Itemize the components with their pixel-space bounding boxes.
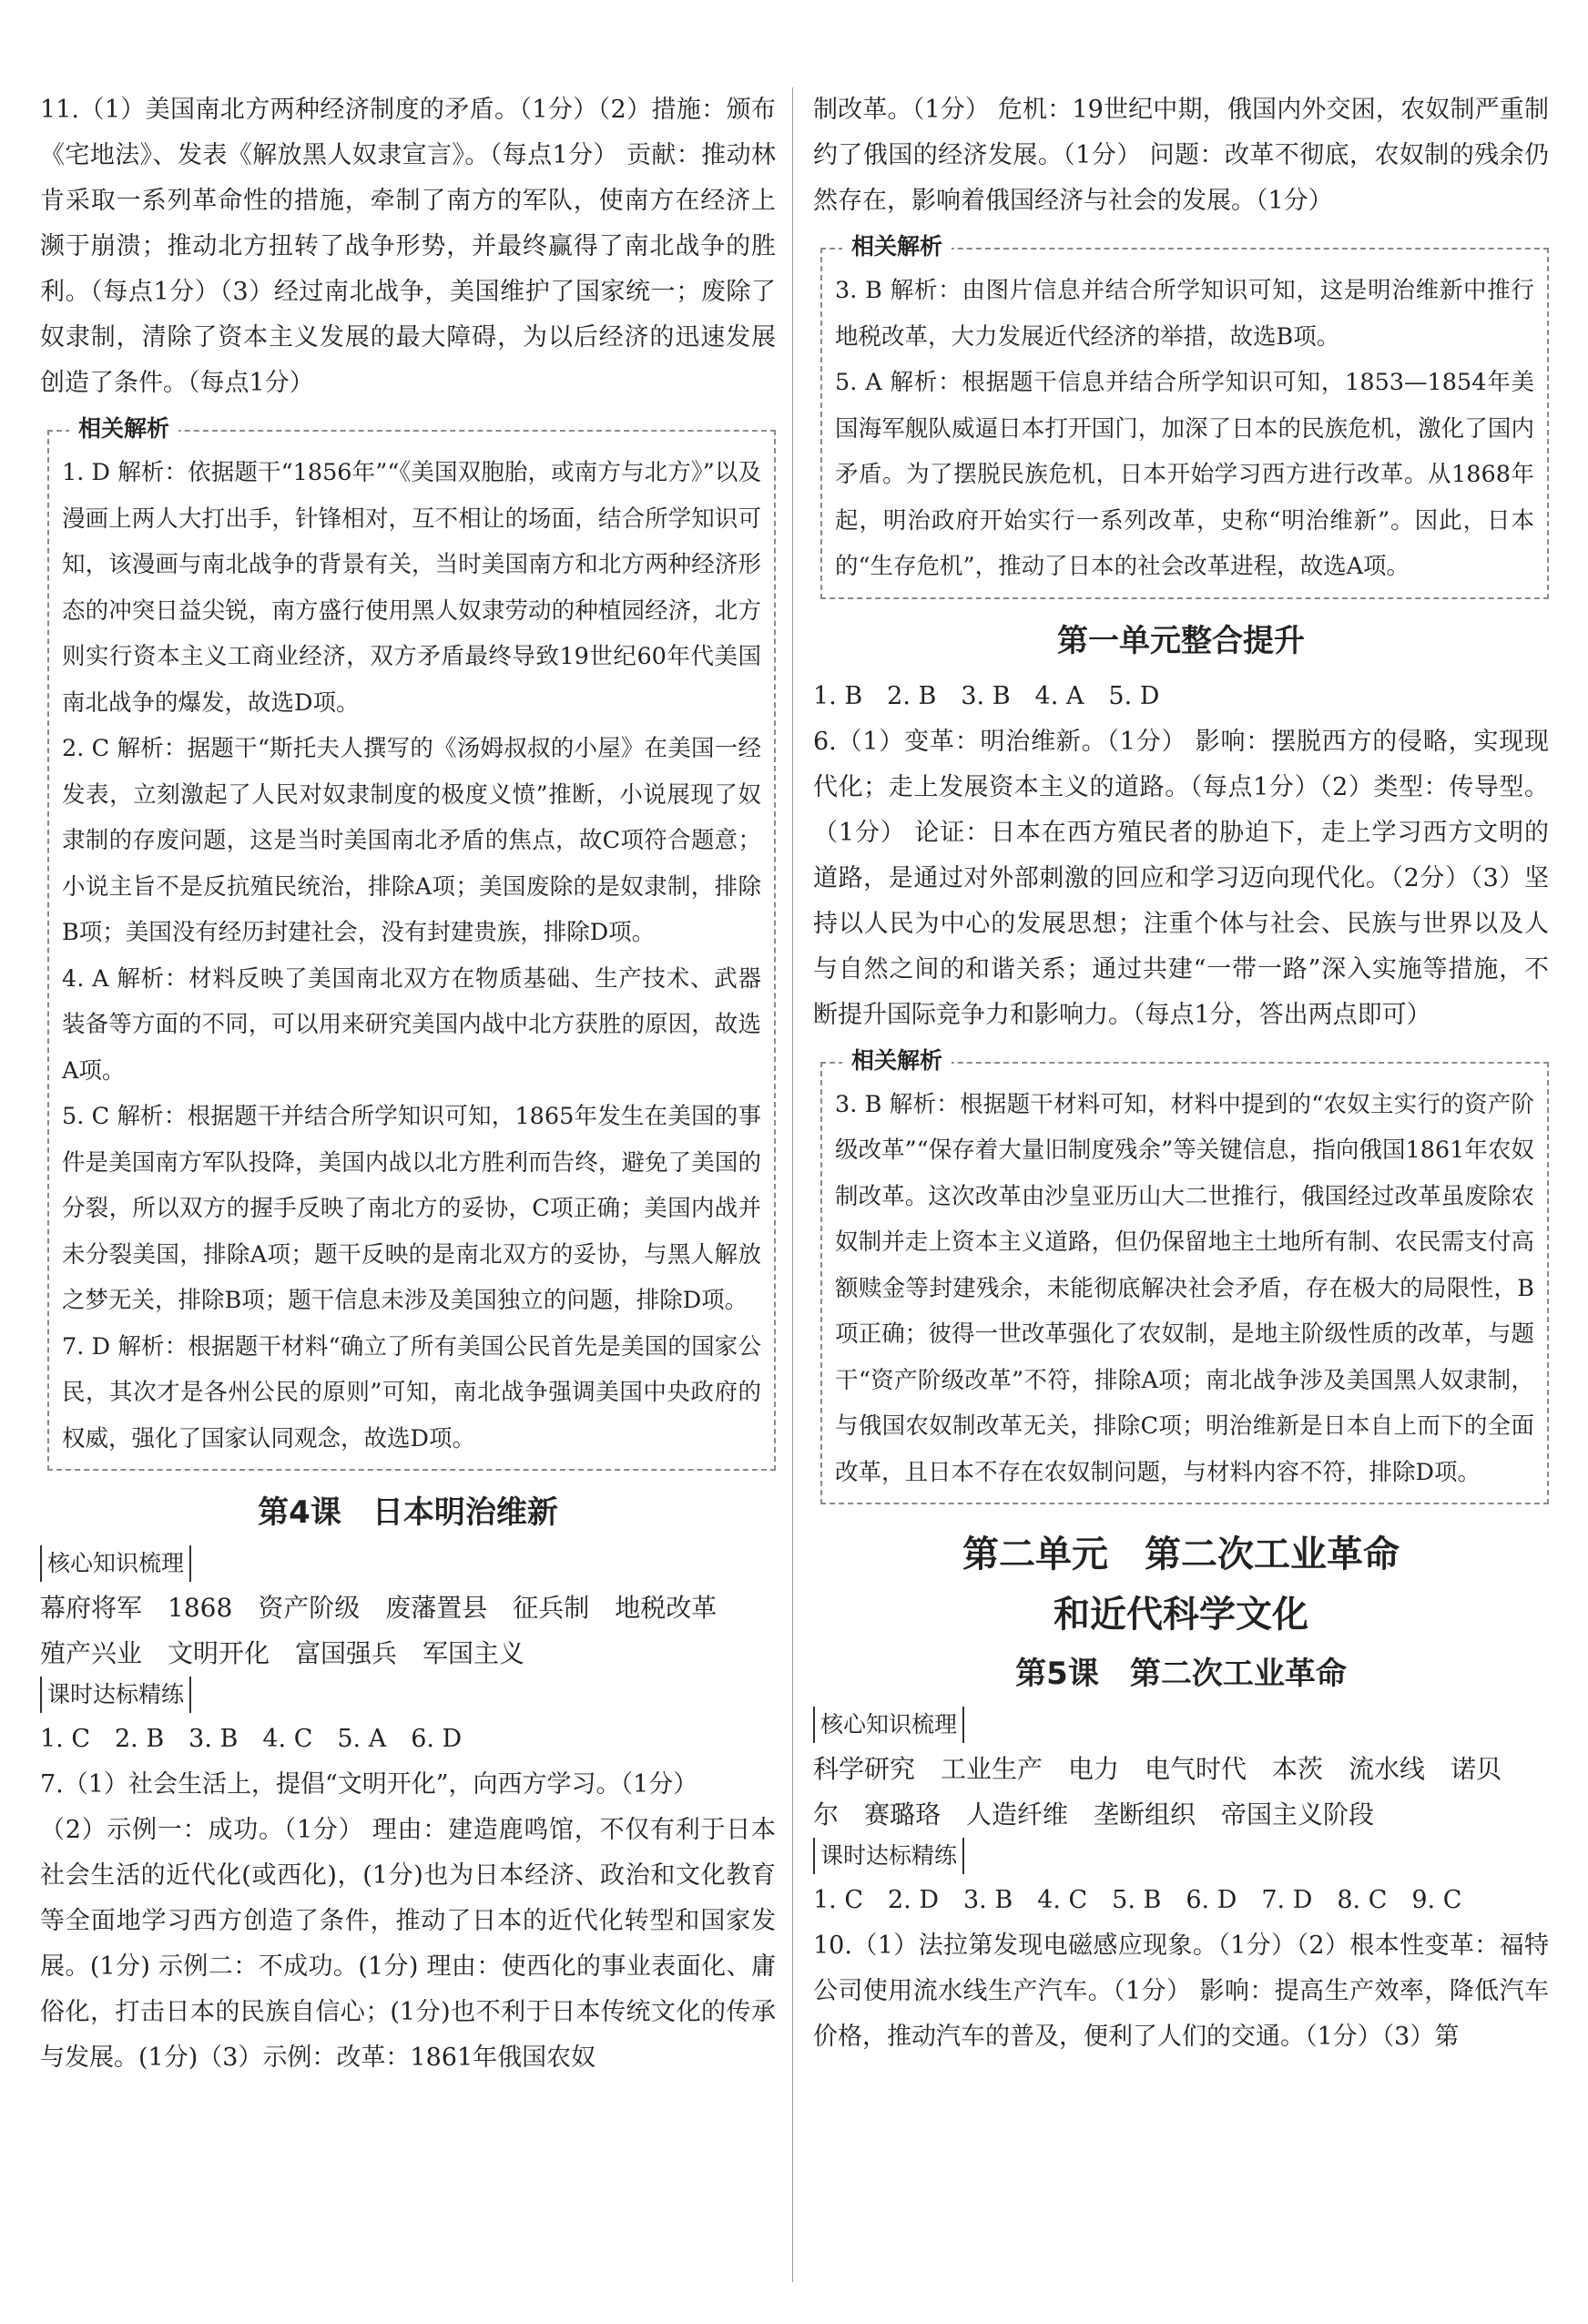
core-knowledge-tag: 核心知识梳理 <box>813 1707 964 1743</box>
column-divider <box>792 87 793 2282</box>
analysis-item: 5. A 解析：根据题干信息并结合所学知识可知，1853—1854年美国海军舰队威逼日本打开国门，加深了日本的民族危机，激化了国内矛盾。为了摆脱民族危机，日本开始学习西方进行改革。从1868年起，明治政府开始实行一系列改革，史称“明治维新”。因此，日本的“生存危机”，推动了日本的社会改革进程，故选A项。 <box>835 369 1534 580</box>
analysis-item: 2. C 解析：据题干“斯托夫人撰写的《汤姆叔叔的小屋》在美国一经发表，立刻激起了人民对奴隶制度的极度义愤”推断，小说展现了奴隶制的存废问题，这是当时美国南北矛盾的焦点，故C项符合题意；小说主旨不是反抗殖民统治，排除A项；美国废除的是奴隶制，排除B项；美国没有经历封建社会，没有封建贵族，排除D项。 <box>62 735 761 946</box>
practice-tag: 课时达标精练 <box>813 1838 964 1874</box>
analysis-box-title: 相关解析 <box>842 1045 952 1076</box>
analysis-item: 4. A 解析：材料反映了美国南北双方在物质基础、生产技术、武器装备等方面的不同，可以用来研究美国内战中北方获胜的原因，故选A项。 <box>62 964 761 1085</box>
answer-q6: 6.（1）变革：明治维新。（1分） 影响：摆脱西方的侵略，实现现代化；走上发展资本主义的道路。（每点1分）（2）类型：传导型。（1分） 论证：日本在西方殖民者的胁迫下，走上学习西方文明的道路，是通过对外部刺激的回应和学习迈向现代化。（2分）（3）坚持以人民为中心的发展思想；注重个体与社会、民族与世界以及人与自然之间的和谐关系；通过共建“一带一路”深入实施等措施，不断提升国际竞争力和影响力。（每点1分，答出两点即可） <box>813 727 1549 1029</box>
analysis-box-title: 相关解析 <box>69 413 178 444</box>
core-knowledge-tag: 核心知识梳理 <box>40 1545 191 1582</box>
answer-q7-part2: （2）示例一：成功。（1分） 理由：建造鹿鸣馆，不仅有利于日本社会生活的近代化(或西化)，(1分)也为日本经济、政治和文化教育等全面地学习西方创造了条件，推动了日本的近代化转型和国家发展。(1分) 示例二：不成功。(1分) 理由：使西化的事业表面化、庸俗化，打击日本的民族自信心；(1分)也不利于日本传统文化的传承与发展。(1分)（3）示例：改革：1861年俄国农奴 <box>40 1816 776 2072</box>
analysis-item: 3. B 解析：由图片信息并结合所学知识可知，这是明治维新中推行地税改革，大力发展近代经济的举措，故选B项。 <box>835 277 1534 351</box>
core-word-line: 幕府将军 1868 资产阶级 废藩置县 征兵制 地税改革 <box>40 1593 718 1623</box>
choice-answers: 1. C 2. B 3. B 4. C 5. A 6. D <box>40 1725 463 1753</box>
left-column <box>40 87 776 2081</box>
core-word-line: 尔 赛璐珞 人造纤维 垄断组织 帝国主义阶段 <box>813 1799 1375 1830</box>
answer-q7-continued: 制改革。（1分） 危机：19世纪中期，俄国内外交困，农奴制严重制约了俄国的经济发展。（1分） 问题：改革不彻底，农奴制的残余仍然存在，影响着俄国经济与社会的发展。（1分） <box>813 96 1549 215</box>
lesson-4-title: 第4课 日本明治维新 <box>258 1494 558 1531</box>
answer-q7-part1: 7.（1）社会生活上，提倡“文明开化”，向西方学习。（1分） <box>40 1770 698 1799</box>
unit-2-title-line-1: 第二单元 第二次工业革命 <box>962 1534 1400 1575</box>
choice-answers: 1. C 2. D 3. B 4. C 5. B 6. D 7. D 8. C 9. C <box>813 1886 1462 1914</box>
analysis-box-2 <box>820 233 1549 599</box>
answer-q10: 10.（1）法拉第发现电磁感应现象。（1分）（2）根本性变革：福特公司使用流水线生产汽车。（1分） 影响：提高生产效率，降低汽车价格，推动汽车的普及，便利了人们的交通。（1分）（3）第 <box>813 1932 1549 2051</box>
analysis-box-title: 相关解析 <box>842 231 952 262</box>
core-word-line: 殖产兴业 文明开化 富国强兵 军国主义 <box>40 1638 525 1668</box>
right-column <box>813 87 1549 2060</box>
core-word-line: 科学研究 工业生产 电力 电气时代 本茨 流水线 诺贝 <box>813 1754 1502 1784</box>
analysis-box-3 <box>820 1046 1549 1505</box>
analysis-item: 7. D 解析：根据题干材料“确立了所有美国公民首先是美国的国家公民，其次才是各州公民的原则”可知，南北战争强调美国中央政府的权威，强化了国家认同观念，故选D项。 <box>62 1332 761 1452</box>
analysis-item: 3. B 解析：根据题干材料可知，材料中提到的“农奴主实行的资产阶级改革”“保存着大量旧制度残余”等关键信息，指向俄国1861年农奴制改革。这次改革由沙皇亚历山大二世推行，俄国经过改革虽废除农奴制并走上资本主义道路，但仍保留地主土地所有制、农民需支付高额赎金等封建残余，未能彻底解决社会矛盾，存在极大的局限性，B项正确；彼得一世改革强化了农奴制，是地主阶级性质的改革，与题干“资产阶级改革”不符，排除A项；南北战争涉及美国黑人奴隶制，与俄国农奴制改革无关，排除C项；明治维新是日本自上而下的全面改革，且日本不存在农奴制问题，与材料内容不符，排除D项。 <box>835 1090 1534 1486</box>
analysis-item: 1. D 解析：依据题干“1856年”“《美国双胞胎，或南方与北方》”以及漫画上两人大打出手，针锋相对，互不相让的场面，结合所学知识可知，该漫画与南北战争的背景有关，当时美国南方和北方两种经济形态的冲突日益尖锐，南方盛行使用黑人奴隶劳动的种植园经济，北方则实行资本主义工商业经济，双方矛盾最终导致19世纪60年代美国南北战争的爆发，故选D项。 <box>62 459 761 717</box>
practice-tag: 课时达标精练 <box>40 1677 191 1713</box>
unit-2-title-line-2: 和近代科学文化 <box>1054 1594 1308 1636</box>
analysis-box-1 <box>47 415 776 1471</box>
analysis-item: 5. C 解析：根据题干并结合所学知识可知，1865年发生在美国的事件是美国南方军队投降，美国内战以北方胜利而告终，避免了美国的分裂，所以双方的握手反映了南北方的妥协，C项正确；美国内战并未分裂美国，排除A项；题干反映的是南北双方的妥协，与黑人解放之梦无关，排除B项；题干信息未涉及美国独立的问题，排除D项。 <box>62 1103 761 1314</box>
lesson-5-title: 第5课 第二次工业革命 <box>1015 1656 1347 1692</box>
unit-1-choice-answers: 1. B 2. B 3. B 4. A 5. D <box>813 681 1160 710</box>
answer-q11: 11.（1）美国南北方两种经济制度的矛盾。（1分）（2）措施：颁布《宅地法》、发表《解放黑人奴隶宣言》。（每点1分） 贡献：推动林肯采取一系列革命性的措施，牵制了南方的军队，使南方在经济上濒于崩溃；推动北方扭转了战争形势，并最终赢得了南北战争的胜利。（每点1分）（3）经过南北战争，美国维护了国家统一；废除了奴隶制，清除了资本主义发展的最大障碍，为以后经济的迅速发展创造了条件。（每点1分） <box>40 96 776 397</box>
unit-1-review-title: 第一单元整合提升 <box>1057 622 1305 659</box>
